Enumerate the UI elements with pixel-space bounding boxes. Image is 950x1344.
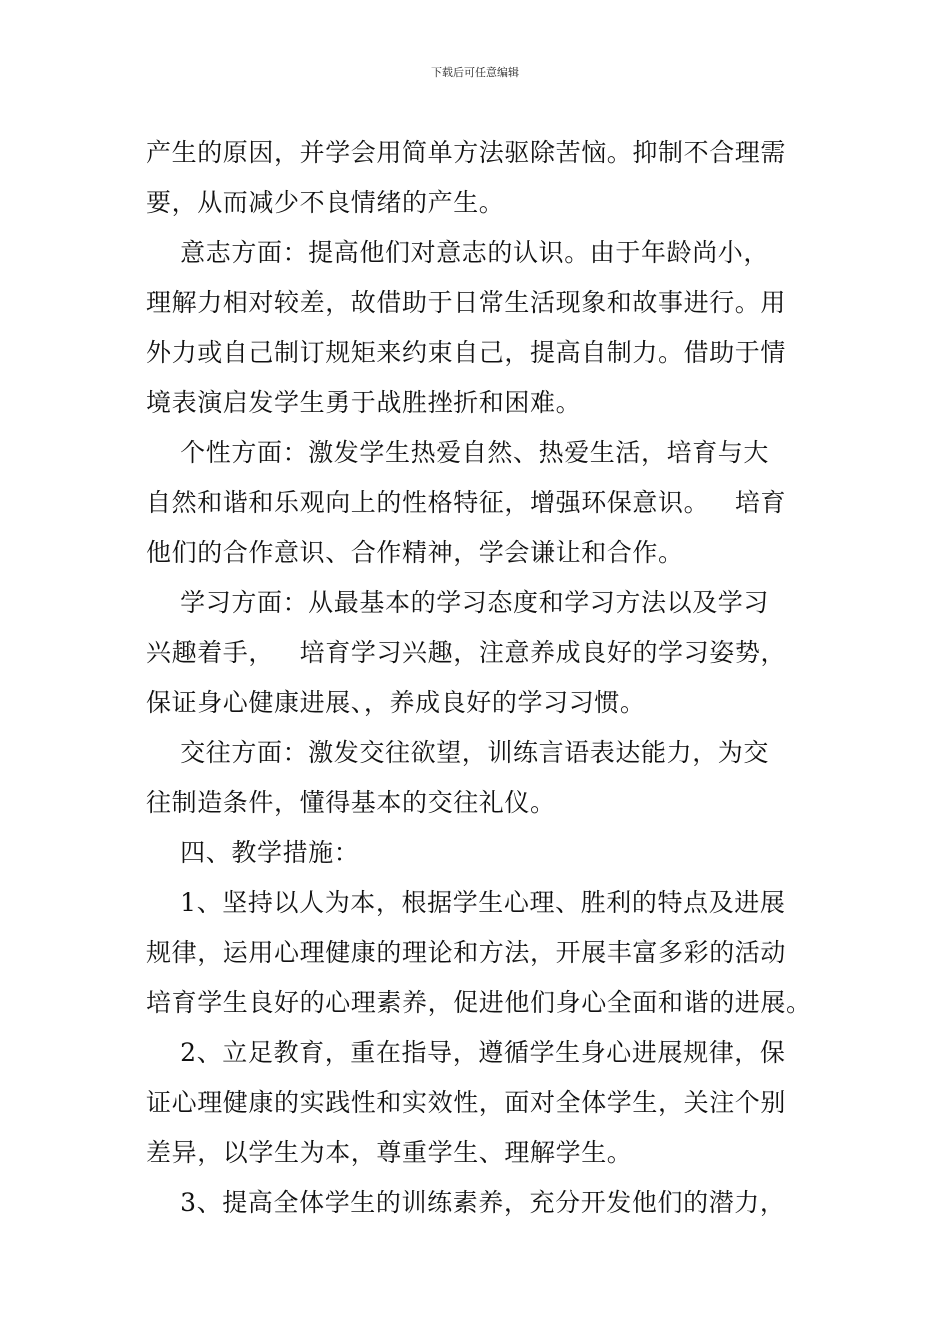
document-body: [146, 128, 812, 1228]
text-line: 3、提高全体学生的训练素养，充分开发他们的潜力，: [146, 1188, 786, 1217]
text-line: 往制造条件，懂得基本的交往礼仪。: [146, 788, 556, 817]
text-line: 产生的原因，并学会用简单方法驱除苦恼。抑制不合理需: [146, 138, 787, 167]
section-heading: 四、教学措施：: [146, 838, 360, 867]
text-line: 兴趣着手， 培育学习兴趣，注意养成良好的学习姿势，: [146, 638, 787, 667]
text-line: 要，从而减少不良情绪的产生。: [146, 188, 505, 217]
text-line: 培育学生良好的心理素养，促进他们身心全面和谐的进展。: [146, 988, 812, 1017]
text-line: 学习方面：从最基本的学习态度和学习方法以及学习: [146, 588, 769, 617]
text-line: 他们的合作意识、合作精神，学会谦让和合作。: [146, 538, 684, 567]
text-line: 个性方面：激发学生热爱自然、热爱生活，培育与大: [146, 438, 769, 467]
text-line: 意志方面：提高他们对意志的认识。由于年龄尚小，: [146, 238, 769, 267]
text-line: 规律，运用心理健康的理论和方法，开展丰富多彩的活动: [146, 938, 787, 967]
text-line: 自然和谐和乐观向上的性格特征，增强环保意识。 培育: [146, 488, 787, 517]
text-line: 1、坚持以人为本，根据学生心理、胜利的特点及进展: [146, 888, 786, 917]
text-line: 保证身心健康进展、，养成良好的学习习惯。: [146, 688, 646, 717]
page-header: 下载后可任意编辑: [431, 66, 519, 79]
text-line: 差异，以学生为本，尊重学生、理解学生。: [146, 1138, 633, 1167]
text-line: 境表演启发学生勇于战胜挫折和困难。: [146, 388, 582, 417]
text-line: 交往方面：激发交往欲望，训练言语表达能力，为交: [146, 738, 769, 767]
text-line: 理解力相对较差，故借助于日常生活现象和故事进行。用: [146, 288, 787, 317]
text-line: 外力或自己制订规矩来约束自己，提高自制力。借助于情: [146, 338, 787, 367]
text-line: 证心理健康的实践性和实效性，面对全体学生，关注个别: [146, 1088, 787, 1117]
text-line: 2、立足教育，重在指导，遵循学生身心进展规律，保: [146, 1038, 786, 1067]
